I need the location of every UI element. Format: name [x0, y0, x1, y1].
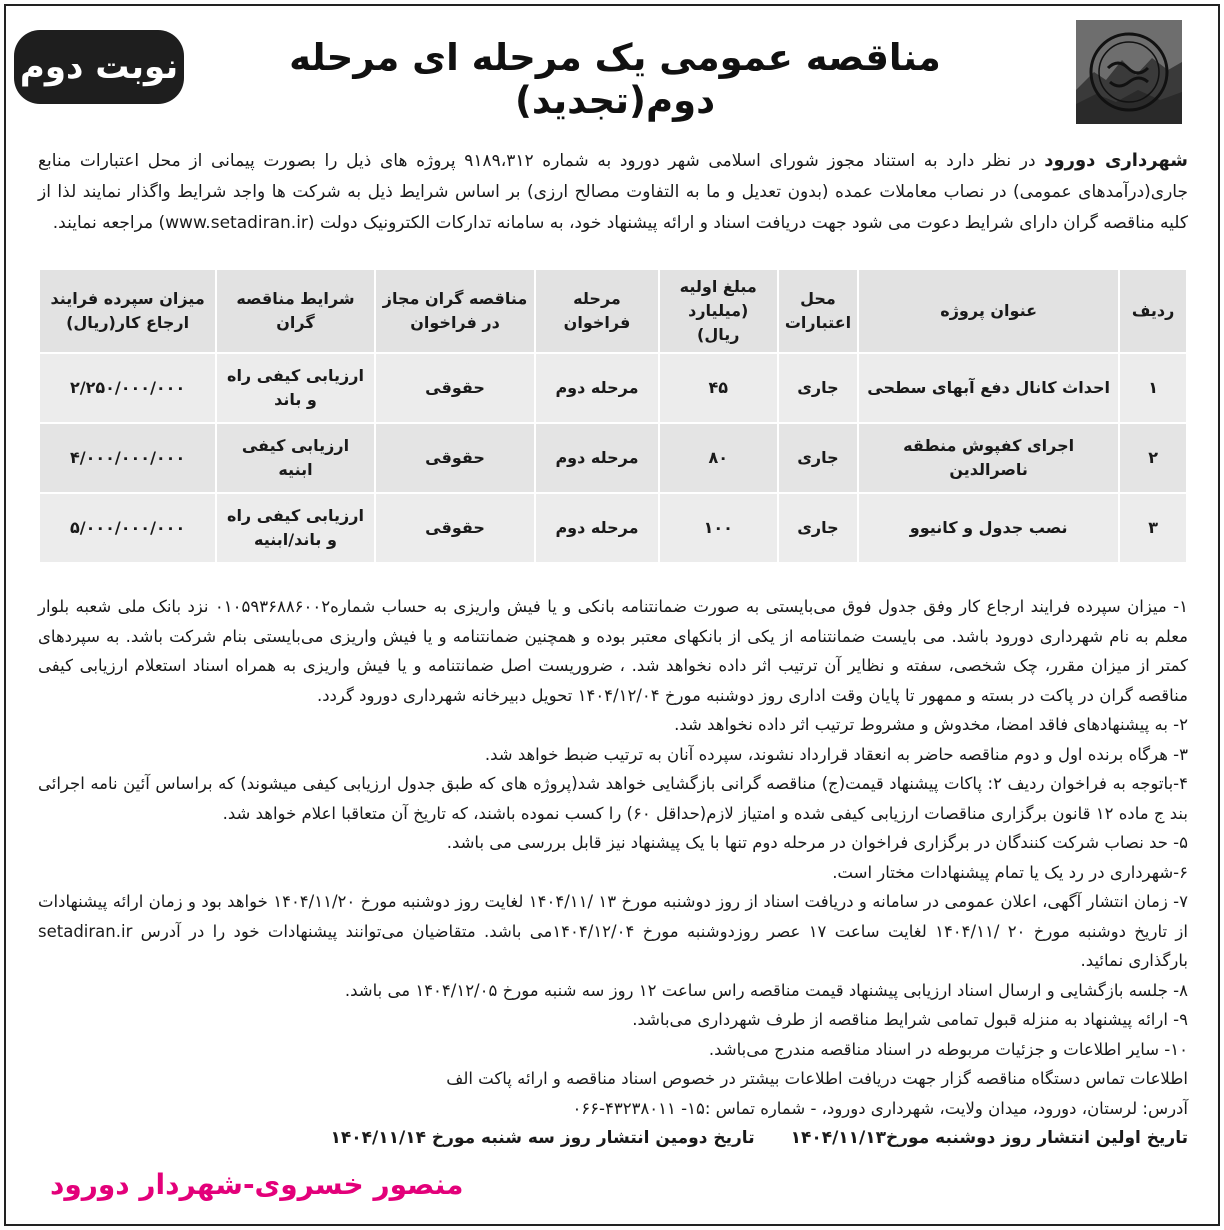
condition-item: ۷- زمان انتشار آگهی، اعلان عمومی در سامانه و دریافت اسناد از روز دوشنبه مورخ ۱۳ /۱۴۰۴/۱۱ لغایت روز دوشنبه مورخ ۱۴۰۴/۱۱/۲۰ خواهد بود و زمان ارائه پیشنهادات از تاریخ دوشنبه مورخ ۲۰ /۱۴۰۴/۱۱ لغایت ساعت ۱۷ عصر روزدوشنبه مورخ ۱۴۰۴/۱۲/۰۴می باشد. متقاضیان می‌توانند پیشنهادات خود را در آدرس setadiran.ir بارگذاری نمائید.	[38, 892, 1188, 970]
header-row-number: ردیف	[1119, 269, 1187, 353]
cell-call-stage: مرحله دوم	[535, 493, 658, 563]
second-publish-date: تاریخ دومین انتشار روز سه شنبه مورخ ۱۴۰۴/۱۱/۱۴	[330, 1128, 755, 1148]
intro-paragraph	[38, 145, 1188, 239]
cell-initial-amount: ۴۵	[659, 353, 778, 423]
header-project-title: عنوان پروژه	[858, 269, 1119, 353]
header-credit-source: محل اعتبارات	[778, 269, 858, 353]
cell-credit-source: جاری	[778, 493, 858, 563]
cell-initial-amount: ۱۰۰	[659, 493, 778, 563]
condition-item: ۴-باتوجه به فراخوان ردیف ۲: پاکات پیشنهاد قیمت(ج) مناقصه گرانی بازگشایی خواهد شد(پروژه های که طبق جدول ارزیابی کیفی میشوند) که براساس آئین نامه اجرائی بند ج ماده ۱۲ قانون برگزاری مناقصات ارزیابی کیفی شده و امتیاز لازم(حداقل ۶۰) را کسب نموده باشند، که تاریخ آن متعاقبا اعلام خواهد شد.	[38, 774, 1188, 823]
condition-item: ۱- میزان سپرده فرایند ارجاع کار وفق جدول فوق می‌بایستی به صورت ضمانتنامه بانکی و یا فیش واریزی به حساب شماره۰۱۰۵۹۳۶۸۸۶۰۰۲ نزد بانک ملی شعبه بلوار معلم به نام شهرداری دورود باشد. می بایست ضمانتنامه از یکی از بانکهای معتبر بوده و همچنین ضمانتنامه و یا فیش واریزی می‌بایستی بنام شرکت باشد. به سپردهای کمتر از میزان مقرر، چک شخصی، سفته و نظایر آن ترتیب اثر داده نخواهد شد. ، ضروریست اصل ضمانتنامه و یا فیش واریزی به همراه اسناد استعلام ارزیابی کیفی مناقصه گران در پاکت در بسته و ممهور تا پایان وقت اداری روز دوشنبه مورخ ۱۴۰۴/۱۲/۰۴ تحویل دبیرخانه شهرداری دورود گردد.	[38, 597, 1188, 705]
condition-item: ۶-شهرداری در رد یک یا تمام پیشنهادات مختار است.	[832, 862, 1188, 882]
cell-deposit-amount: ۵/۰۰۰/۰۰۰/۰۰۰	[39, 493, 216, 563]
cell-credit-source: جاری	[778, 423, 858, 493]
cell-bidder-conditions: ارزیابی کیفی راه و باند	[216, 353, 375, 423]
conditions-list	[38, 592, 1188, 1123]
cell-allowed-bidders: حقوقی	[375, 423, 536, 493]
contact-address: آدرس: لرستان، دورود، میدان ولایت، شهرداری دورود، - شماره تماس :۱۵- ۴۳۲۳۸۰۱۱-۰۶۶	[572, 1098, 1188, 1118]
condition-item: ۲- به پیشنهادهای فاقد امضا، مخدوش و مشروط ترتیب اثر داده نخواهد شد.	[674, 715, 1188, 734]
table-row	[39, 423, 1187, 493]
municipality-seal-icon	[1076, 20, 1182, 124]
round-badge: نوبت دوم	[14, 30, 184, 104]
header-call-stage: مرحله فراخوان	[535, 269, 658, 353]
contact-info-heading: اطلاعات تماس دستگاه مناقصه گزار جهت دریافت اطلاعات بیشتر در خصوص اسناد مناقصه و ارائه پاکت الف	[446, 1069, 1188, 1088]
page-title: مناقصه عمومی یک مرحله ای مرحله دوم(تجدید)	[289, 36, 941, 122]
intro-text: در نظر دارد به استناد مجوز شورای اسلامی شهر دورود به شماره ۹۱۸۹،۳۱۲ پروژه های ذیل را بصورت پیمانی از محل اعتبارات منابع جاری(درآمدهای عمومی) در نصاب معاملات عمده (بدون تعدیل و ما به التفاوت مصالح ارزی) بر اساس شرایط ذیل به شرکت ها واجد شرایط واگذار نمایند لذا از کلیه مناقصه گران دارای شرایط دعوت می شود جهت دریافت اسناد و ارائه پیشنهاد خود، به سامانه تدارکات الکترونیک دولت (www.setadiran.ir) مراجعه نمایند.	[38, 151, 1188, 233]
cell-project-title: احداث کانال دفع آبهای سطحی	[858, 353, 1119, 423]
cell-bidder-conditions: ارزیابی کیفی راه و باند/ابنیه	[216, 493, 375, 563]
cell-credit-source: جاری	[778, 353, 858, 423]
header-allowed-bidders: مناقصه گران مجاز در فراخوان	[375, 269, 536, 353]
cell-initial-amount: ۸۰	[659, 423, 778, 493]
logo-graphic	[1076, 20, 1182, 124]
projects-table-wrapper	[38, 268, 1188, 564]
table-header-row	[39, 269, 1187, 353]
table-row	[39, 353, 1187, 423]
cell-row-number: ۳	[1119, 493, 1187, 563]
organization-name: شهرداری دورود	[1044, 150, 1188, 171]
cell-row-number: ۱	[1119, 353, 1187, 423]
condition-item: ۳- هرگاه برنده اول و دوم مناقصه حاضر به انعقاد قرارداد نشوند، سپرده آنان به ترتیب ضبط خواهد شد.	[484, 744, 1188, 764]
first-publish-date: تاریخ اولین انتشار روز دوشنبه مورخ۱۴۰۴/۱۱/۱۳	[790, 1128, 1188, 1148]
cell-allowed-bidders: حقوقی	[375, 493, 536, 563]
condition-item: ۵- حد نصاب شرکت کنندگان در برگزاری فراخوان در مرحله دوم تنها با یک پیشنهاد نیز قابل بررسی می باشد.	[446, 833, 1188, 852]
condition-item: ۱۰- سایر اطلاعات و جزئیات مربوطه در اسناد مناقصه مندرج می‌باشد.	[708, 1039, 1188, 1059]
table-row	[39, 493, 1187, 563]
cell-call-stage: مرحله دوم	[535, 353, 658, 423]
cell-project-title: نصب جدول و کانیوو	[858, 493, 1119, 563]
mayor-signature: منصور خسروی-شهردار دورود	[50, 1168, 464, 1201]
cell-deposit-amount: ۲/۲۵۰/۰۰۰/۰۰۰	[39, 353, 216, 423]
publish-dates	[38, 1128, 1188, 1148]
cell-deposit-amount: ۴/۰۰۰/۰۰۰/۰۰۰	[39, 423, 216, 493]
header-initial-amount: مبلغ اولیه (میلیارد ریال)	[659, 269, 778, 353]
header-deposit-amount: میزان سپرده فرایند ارجاع کار(ریال)	[39, 269, 216, 353]
projects-table	[38, 268, 1188, 564]
cell-project-title: اجرای کفپوش منطقه ناصرالدین	[858, 423, 1119, 493]
cell-row-number: ۲	[1119, 423, 1187, 493]
cell-allowed-bidders: حقوقی	[375, 353, 536, 423]
condition-item: ۸- جلسه بازگشایی و ارسال اسناد ارزیابی پیشنهاد قیمت مناقصه راس ساعت ۱۲ روز سه شنبه مورخ ۱۴۰۴/۱۲/۰۵ می باشد.	[344, 980, 1188, 1000]
cell-call-stage: مرحله دوم	[535, 423, 658, 493]
condition-item: ۹- ارائه پیشنهاد به منزله قبول تمامی شرایط مناقصه از طرف شهرداری می‌باشد.	[632, 1010, 1188, 1029]
cell-bidder-conditions: ارزیابی کیفی ابنیه	[216, 423, 375, 493]
header-bidder-conditions: شرایط مناقصه گران	[216, 269, 375, 353]
